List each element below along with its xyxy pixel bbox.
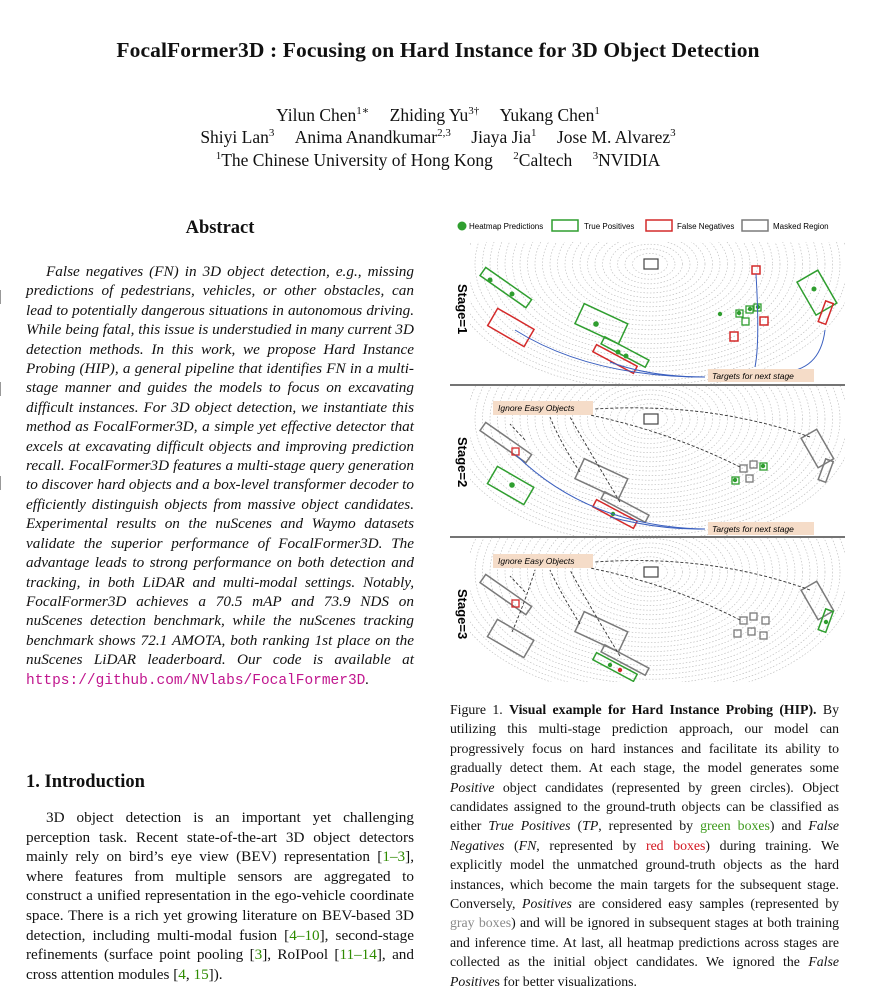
ignore-label: Ignore Easy Objects [498,403,575,413]
citation-link[interactable]: 4 [178,965,186,983]
stage-3-label: Stage=3 [455,589,470,640]
lidar-ring [595,385,705,452]
heatmap-point [624,354,629,359]
heatmap-point [761,464,765,468]
lidar-ring [565,367,735,471]
targets-label: Targets for next stage [712,524,794,534]
stage-1-label: Stage=1 [455,284,470,335]
abstract-text: False negatives (FN) in 3D object detection, e.g., missing predictions of pedestrians, vehicles, or other obstacles, can lead to potentially dangerous situations in autonomous driving. While being fatal, this issue is understudied in many current 3D detection methods. In this work, we propose Hard Instance Probing (HIP), a general pipeline that identifies FN in a multi-stage manner and guides the models to focus on excavating difficult instances. For 3D object detection, we instantiate this method as FocalFormer3D, a simple yet effective detector that excels at excavating difficult objects and improving prediction recall. FocalFormer3D features a multi-stage query generation to discover hard objects and a box-level transformer decoder to efficiently distinguish objects from massive object candidates. Experimental results on the nuScenes and Waymo datasets validate the superior performance of FocalFormer3D. The advantage leads to strong performance on both detection and tracking, in both LiDAR and multi-modal settings. Notably, FocalFormer3D achieves a 70.5 mAP and 73.9 NDS on nuScenes detection benchmark, while the nuScenes tracking benchmark shows 72.1 AMOTA, both ranking 1st place on the nuScenes LiDAR leaderboard. Our code is available at [26,263,414,669]
stage-2-panel [480,401,834,535]
affiliation: $^1$The Chinese University of Hong Kong [215,150,493,170]
lidar-ring [498,479,803,666]
lidar-ring [580,529,720,615]
legend-tp-swatch [552,220,578,231]
lidar-ring [490,321,810,517]
citation-link[interactable]: 1–3 [382,848,406,866]
lidar-ring [595,538,705,605]
false-negative-box [752,266,760,274]
lidar-ring [528,497,773,647]
masked-box [746,475,753,482]
lidar-ring [520,339,780,498]
true-positive-box [601,337,649,368]
true-positive-box [742,318,749,325]
margin-mark [0,382,5,396]
lidar-ring [468,460,833,682]
legend-masked-label: Masked Region [773,222,829,231]
masked-box [601,645,649,676]
lidar-ring [580,376,720,462]
masked-box [480,422,532,462]
author: Anima Anandkumar$^{2,3}$ [294,127,451,147]
heatmap-point [509,482,515,488]
affiliations [0,150,876,171]
false-negative-box [488,308,534,346]
heatmap-point [488,278,493,283]
masked-box [740,617,747,624]
lidar-rings [450,212,845,682]
lidar-ring [475,212,825,371]
pedestrian-cluster [734,613,769,639]
heatmap-point [718,312,722,316]
ignore-arrow [510,576,525,592]
affiliation: $^3$NVIDIA [592,150,661,170]
lidar-ring [468,212,833,376]
masked-box [762,617,769,624]
masked-box [740,465,747,472]
lidar-ring [610,240,690,289]
lidar-ring [490,212,810,362]
heatmap-point [593,321,599,327]
masked-box [487,619,533,657]
ego-vehicle [644,567,658,577]
heatmap-point [812,287,817,292]
authors-line-2 [0,127,876,148]
author: Shiyi Lan$^3$ [200,127,275,147]
heatmap-point [748,307,752,311]
code-link[interactable]: https://github.com/NVlabs/FocalFormer3D [26,672,366,689]
lidar-ring [618,552,683,592]
stage-3-panel [480,554,834,681]
figure-caption: Figure 1. Visual example for Hard Instance Probing (HIP). By utilizing this multi-stage prediction approach, our model can progressively focus on hard instances and facilitate its ability to gradually detect them. At each stage, the model generates some Positive object candidates (represented by green circles). Object candidates assigned to the ground-truth objects can be classified as either True Positives (TP, represented by green boxes) and False Negatives (FN, represented by red boxes) during training. We explicitly model the unmatched ground-truth objects as the hard instances, which become the main targets for the subsequent stage. Conversely, Positives are considered easy samples (represented by gray boxes) and will be ignored in subsequent stages at both training and inference time. At last, all heatmap predictions across stages are collected as the initial object candidates. We ignored the False Positives for better visualizations. [450,702,840,989]
ego-vehicle [644,259,658,269]
legend-heatmap-swatch [458,222,467,231]
lidar-ring [505,483,795,661]
lidar-ring [595,230,705,297]
lidar-ring [453,212,846,385]
ignore-arrow [590,415,740,467]
lidar-ring [573,372,728,467]
legend-fn-label: False Negatives [677,222,735,231]
lidar-ring [618,244,683,284]
ignore-arrow [550,417,580,472]
lidar-ring [603,390,698,448]
target-arrow [755,274,758,367]
legend-fn-swatch [646,220,672,231]
affiliation: $^2$Caltech [513,150,573,170]
ignore-arrow [595,408,810,437]
false-negative-box [760,317,768,325]
authors-line-1 [0,104,876,126]
lidar-ring [483,469,818,674]
lidar-ring [468,307,833,531]
masked-box [801,429,834,467]
targets-label: Targets for next stage [712,371,794,381]
heatmap-point [510,292,515,297]
lidar-ring [610,548,690,597]
lidar-ring [460,456,840,682]
legend-tp-label: True Positives [584,222,635,231]
heatmap-point [618,668,622,672]
ignore-arrow [595,561,810,590]
stage-2-label: Stage=2 [455,437,470,488]
target-arrow [780,330,825,372]
ego-vehicle [644,414,658,424]
citation-link[interactable]: 11–14 [339,946,377,964]
lidar-ring [490,474,810,670]
lidar-ring [460,212,840,380]
ignore-arrow [550,570,580,624]
ignore-arrow [570,417,620,502]
figure-legend [458,220,829,231]
author: Jiaya Jia$^1$ [471,127,537,147]
pedestrian-cluster [732,461,767,484]
lidar-ring [633,253,668,274]
heatmap-point [616,350,621,355]
lidar-ring [580,221,720,307]
citation-link[interactable]: 4–10 [289,926,320,944]
lidar-ring [505,330,795,508]
true-positive-box [480,267,532,307]
heatmap-point [608,663,612,667]
ignore-arrow [590,568,740,620]
lidar-ring [483,316,818,521]
ignore-label: Ignore Easy Objects [498,556,575,566]
heatmap-point [733,478,737,482]
abstract-heading: Abstract [185,218,255,238]
lidar-ring [618,399,683,439]
author: Yilun Chen$^{1∗}$ [276,104,370,125]
lidar-ring [603,543,698,601]
masked-box [750,613,757,620]
target-arrow [516,455,705,529]
heatmap-point [737,311,741,315]
author: Yukang Chen$^1$ [499,104,600,125]
author: Jose M. Alvarez$^3$ [556,127,676,147]
author: Zhiding $Yu^{3\dagger}$ [389,104,480,125]
citation-link[interactable]: 3 [254,946,263,964]
figure-hip-illustration [450,212,845,682]
margin-mark [0,290,5,304]
introduction-paragraph: 3D object detection is an important yet challenging perception task. Recent state-of-the-art 3D object detectors mainly rely on bird’s eye view (BEV) representation [1–3], where features from multiple sensors are aggregated to construct a unified representation in the ego-vehicle coordinate space. There is a rich yet growing literature on BEV-based 3D detection, including multi-modal fusion [4–10], second-stage refinements (surface point pooling [3], RoIPool [11–14], and cross attention modules [4, 15]). [26,809,414,983]
lidar-ring [573,525,728,620]
masked-box [760,632,767,639]
paper-title: FocalFormer3D : Focusing on Hard Instance for 3D Object Detection [116,38,760,62]
masked-box [801,581,834,619]
lidar-ring [603,235,698,293]
abstract-body: False negatives (FN) in 3D object detection, e.g., missing predictions of pedestrians, vehicles, or other obstacles, can lead to potentially dangerous situations in autonomous driving. While being fatal, this issue is understudied in many current 3D detection methods. In this work, we propose Hard Instance Probing (HIP), a general pipeline that identifies FN in a multi-stage manner and guides the models to focus on excavating difficult instances. For 3D object detection, we instantiate this method as FocalFormer3D, a simple yet effective detector that excels at excavating difficult objects and improving prediction recall. FocalFormer3D features a multi-stage query generation to discover hard objects and a box-level transformer decoder to efficiently distinguish objects from massive object candidates. Experimental results on the nuScenes and Waymo datasets validate the superior performance of FocalFormer3D. The advantage leads to strong performance on both detection and tracking, in both LiDAR and multi-modal settings. Notably, FocalFormer3D achieves a 70.5 mAP and 73.9 NDS on nuScenes detection benchmark, while the nuScenes tracking benchmark shows 72.1 AMOTA, both ranking 1st place on the nuScenes LiDAR leaderboard. Our code is available at https://github.com/NVlabs/FocalFormer3D. [26,263,414,689]
ignore-arrow [510,424,525,440]
legend-heatmap-label: Heatmap Predictions [469,222,544,231]
lidar-ring [505,212,795,353]
lidar-ring [520,492,780,651]
lidar-ring [610,395,690,444]
legend-masked-swatch [742,220,768,231]
lidar-ring [633,408,668,429]
heatmap-point [824,620,828,624]
lidar-ring [565,520,735,624]
section-heading-introduction: 1. Introduction [26,772,145,792]
citation-link[interactable]: 15 [193,965,209,983]
lidar-ring [588,226,713,302]
margin-mark [0,476,5,490]
